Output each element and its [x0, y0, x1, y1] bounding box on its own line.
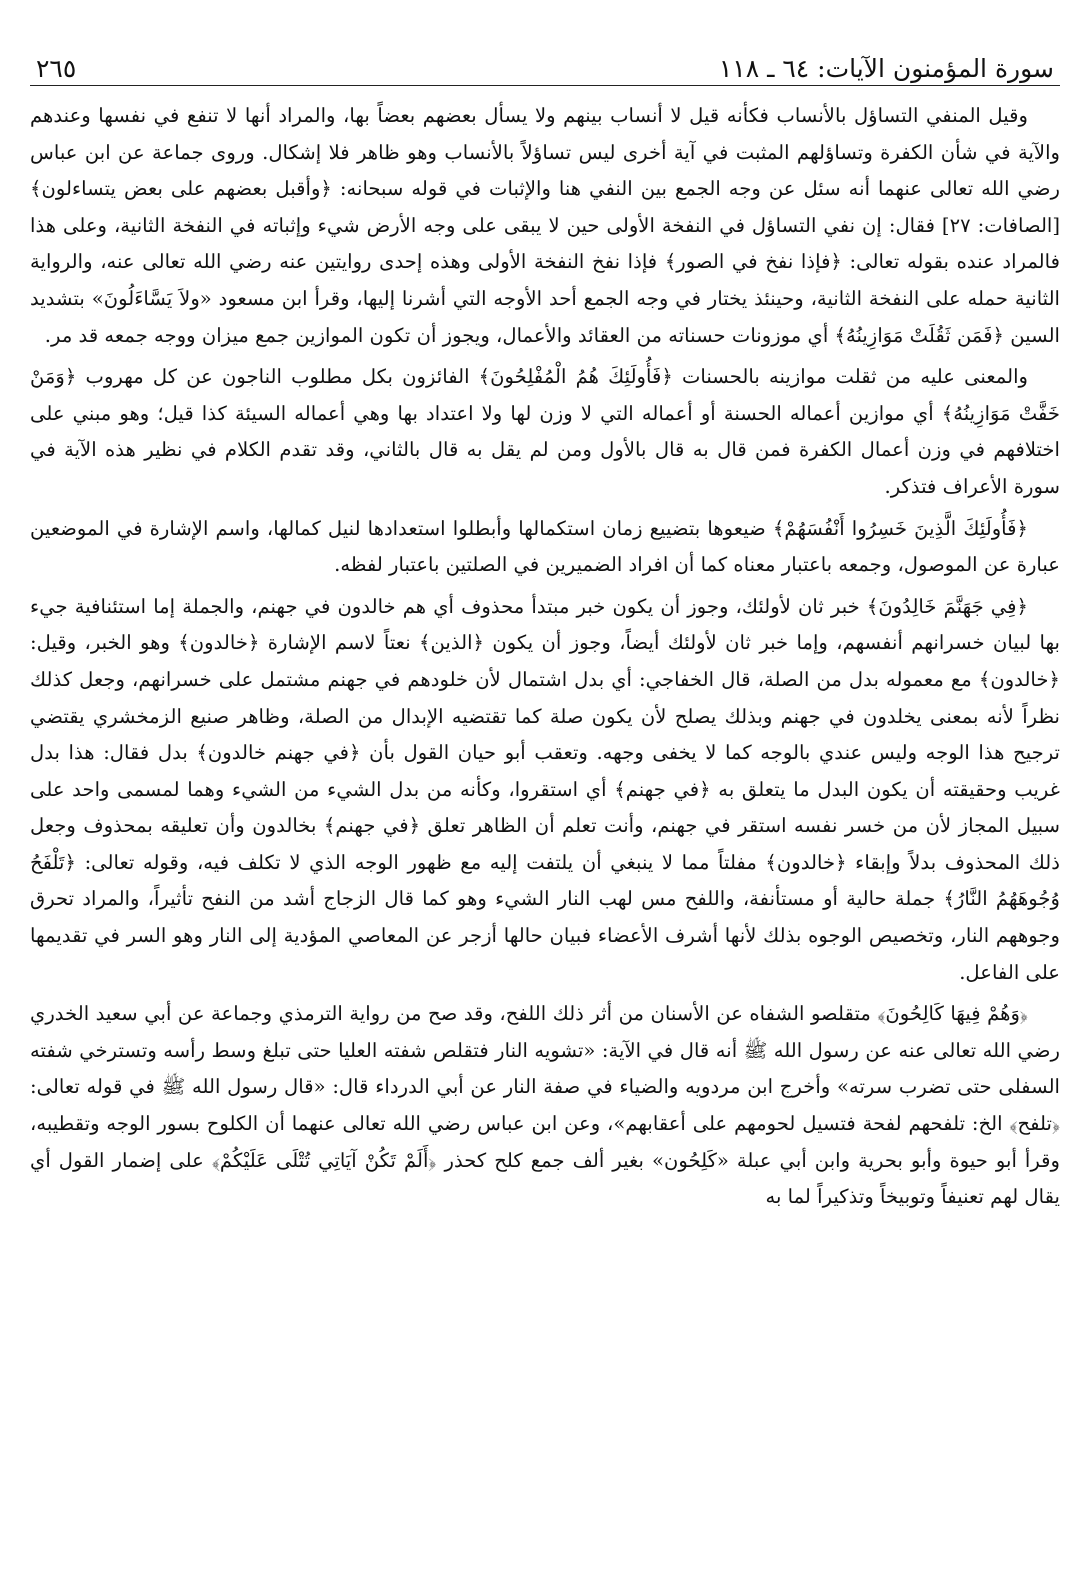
paragraph: ﴿فَأُولَئِكَ الَّذِينَ خَسِرُوا أَنْفُسَهُمْ﴾ ضيعوها بتضييع زمان استكمالها وأبطلوا استعدادها لنيل كمالها، واسم الإشارة في الموضعين عبارة عن الموصول، وجمعه باعتبار معناه كما أن افراد الضميرين في الصلتين باعتبار لفظه. [30, 516, 1060, 577]
paragraph: وقيل المنفي التساؤل بالأنساب فكأنه قيل لا أنساب بينهم ولا يسأل بعضهم بعضاً بها، والمراد أنها لا تنفع في نفسها وعندهم والآية في شأن الكفرة وتساؤلهم المثبت في آية أخرى ليس تساؤلاً بالأنساب وهو ظاهر فلا إشكال. وروى جماعة عن ابن عباس رضي الله تعالى عنهما أنه سئل عن وجه الجمع بين النفي هنا والإثبات في قوله سبحانه: ﴿وأقبل بعضهم على بعض يتساءلون﴾ [الصافات: ٢٧] فقال: إن نفي التساؤل في النفخة الأولى حين لا يبقى على وجه الأرض شيء وإثباته في النفخة الثانية، وعلى هذا فالمراد عنده بقوله تعالى: ﴿فإذا نفخ في الصور﴾ فإذا نفخ النفخة الأولى وهذه إحدى روايتين عنه رضي الله تعالى عنه، والرواية الثانية حمله على النفخة الثانية، وحينئذ يختار في وجه الجمع أحد الأوجه التي أشرنا إليها، وقرأ ابن مسعود «ولاَ يَسَّاءَلُونَ» بتشديد السين ﴿فَمَن ثَقُلَتْ مَوَازِينُهُ﴾ أي موزونات حسناته من العقائد والأعمال، ويجوز أن تكون الموازين جمع ميزان ووجه جمعه قد مر. [30, 104, 1061, 347]
running-header [30, 40, 1060, 86]
page-number: ٢٦٥ [36, 54, 77, 83]
paragraph: ﴿فِي جَهَنَّمَ خَالِدُونَ﴾ خبر ثان لأولئك، وجوز أن يكون خبر مبتدأ محذوف أي هم خالدون في جهنم، والجملة إما استئنافية جيء بها لبيان خسرانهم أنفسهم، وإما خبر ثان لأولئك أيضاً، وجوز أن يكون ﴿الذين﴾ نعتاً لاسم الإشارة ﴿خالدون﴾ وهو الخبر، وقيل: ﴿خالدون﴾ مع معموله بدل من الصلة، قال الخفاجي: أي بدل اشتمال لأن خلودهم في جهنم مشتمل على خسرانهم، وجعل كذلك نظراً لأنه بمعنى يخلدون في جهنم وبذلك يصلح لأن يكون صلة كما تقتضيه الإبدال من الصلة، وظاهر صنيع الزمخشري يقتضي ترجيح هذا الوجه وليس عندي بالوجه كما لا يخفى وجهه. وتعقب أبو حيان القول بأن ﴿في جهنم خالدون﴾ بدل فقال: هذا بدل غريب وحقيقته أن يكون البدل ما يتعلق به ﴿في جهنم﴾ أي استقروا، وكأنه من بدل الشيء من الشيء وهما لمسمى واحد على سبيل المجاز لأن من خسر نفسه استقر في جهنم، وأنت تعلم أن الظاهر تعلق ﴿في جهنم﴾ بخالدون وأن تعليقه بمحذوف وجعل ذلك المحذوف بدلاً وإبقاء ﴿خالدون﴾ مفلتاً مما لا ينبغي أن يلتفت إليه مع ظهور الوجه الذي لا تكلف فيه، وقوله تعالى: ﴿تَلْفَحُ وُجُوهَهُمُ النَّارُ﴾ جملة حالية أو مستأنفة، واللفح مس لهب النار الشيء وهو كما قال الزجاج أشد من النفح تأثيراً، والمراد تحرق وجوههم النار، وتخصيص الوجوه بذلك لأنها أشرف الأعضاء فبيان حالها أزجر عن المعاصي المؤدية إلى النار وهو السر في تقديمها على الفاعل. [30, 594, 1060, 984]
paragraph: ﴿وَهُمْ فِيهَا كَالِحُونَ﴾ متقلصو الشفاه عن الأسنان من أثر ذلك اللفح، وقد صح من رواية الترمذي وجماعة عن أبي سعيد الخدري رضي الله تعالى عنه عن رسول الله ﷺ أنه قال في الآية: «تشويه النار فتقلص شفته العليا حتى تبلغ وسط رأسه وتسترخي شفته السفلى حتى تضرب سرته» وأخرج ابن مردويه والضياء في صفة النار عن أبي الدرداء قال: «قال رسول الله ﷺ في قوله تعالى: ﴿تلفح﴾ الخ: تلفحهم لفحة فتسيل لحومهم على أعقابهم»، وعن ابن عباس رضي الله تعالى عنهما أن الكلوح بسور الوجه وتقطيبه، وقرأ أبو حيوة وأبو بحرية وابن أبي عبلة «كَلِحُون» بغير ألف جمع كلح كحذر ﴿أَلَمْ تَكُنْ آيَاتِي تُتْلَى عَلَيْكُمْ﴾ على إضمار القول أي يقال لهم تعنيفاً وتوبيخاً وتذكيراً لما به [30, 1002, 1060, 1209]
page-body [30, 98, 1060, 1216]
paragraph: والمعنى عليه من ثقلت موازينه بالحسنات ﴿فَأُولَئِكَ هُمُ الْمُفْلِحُونَ﴾ الفائزون بكل مطلوب الناجون عن كل مهروب ﴿وَمَنْ خَفَّتْ مَوَازِينُهُ﴾ أي موازين أعماله الحسنة أو أعماله التي لا وزن لها ولا اعتداد بها وهي أعماله السيئة كذا قيل؛ وهو مبني على اختلافهم في وزن أعمال الكفرة فمن قال به قال بالأول ومن لم يقل به قال بالثاني، وقد تقدم الكلام في نظير هذه الآية في سورة الأعراف فتذكر. [30, 365, 1060, 498]
surah-title: سورة المؤمنون الآيات: ٦٤ ـ ١١٨ [718, 54, 1054, 83]
book-page [30, 40, 1060, 1540]
